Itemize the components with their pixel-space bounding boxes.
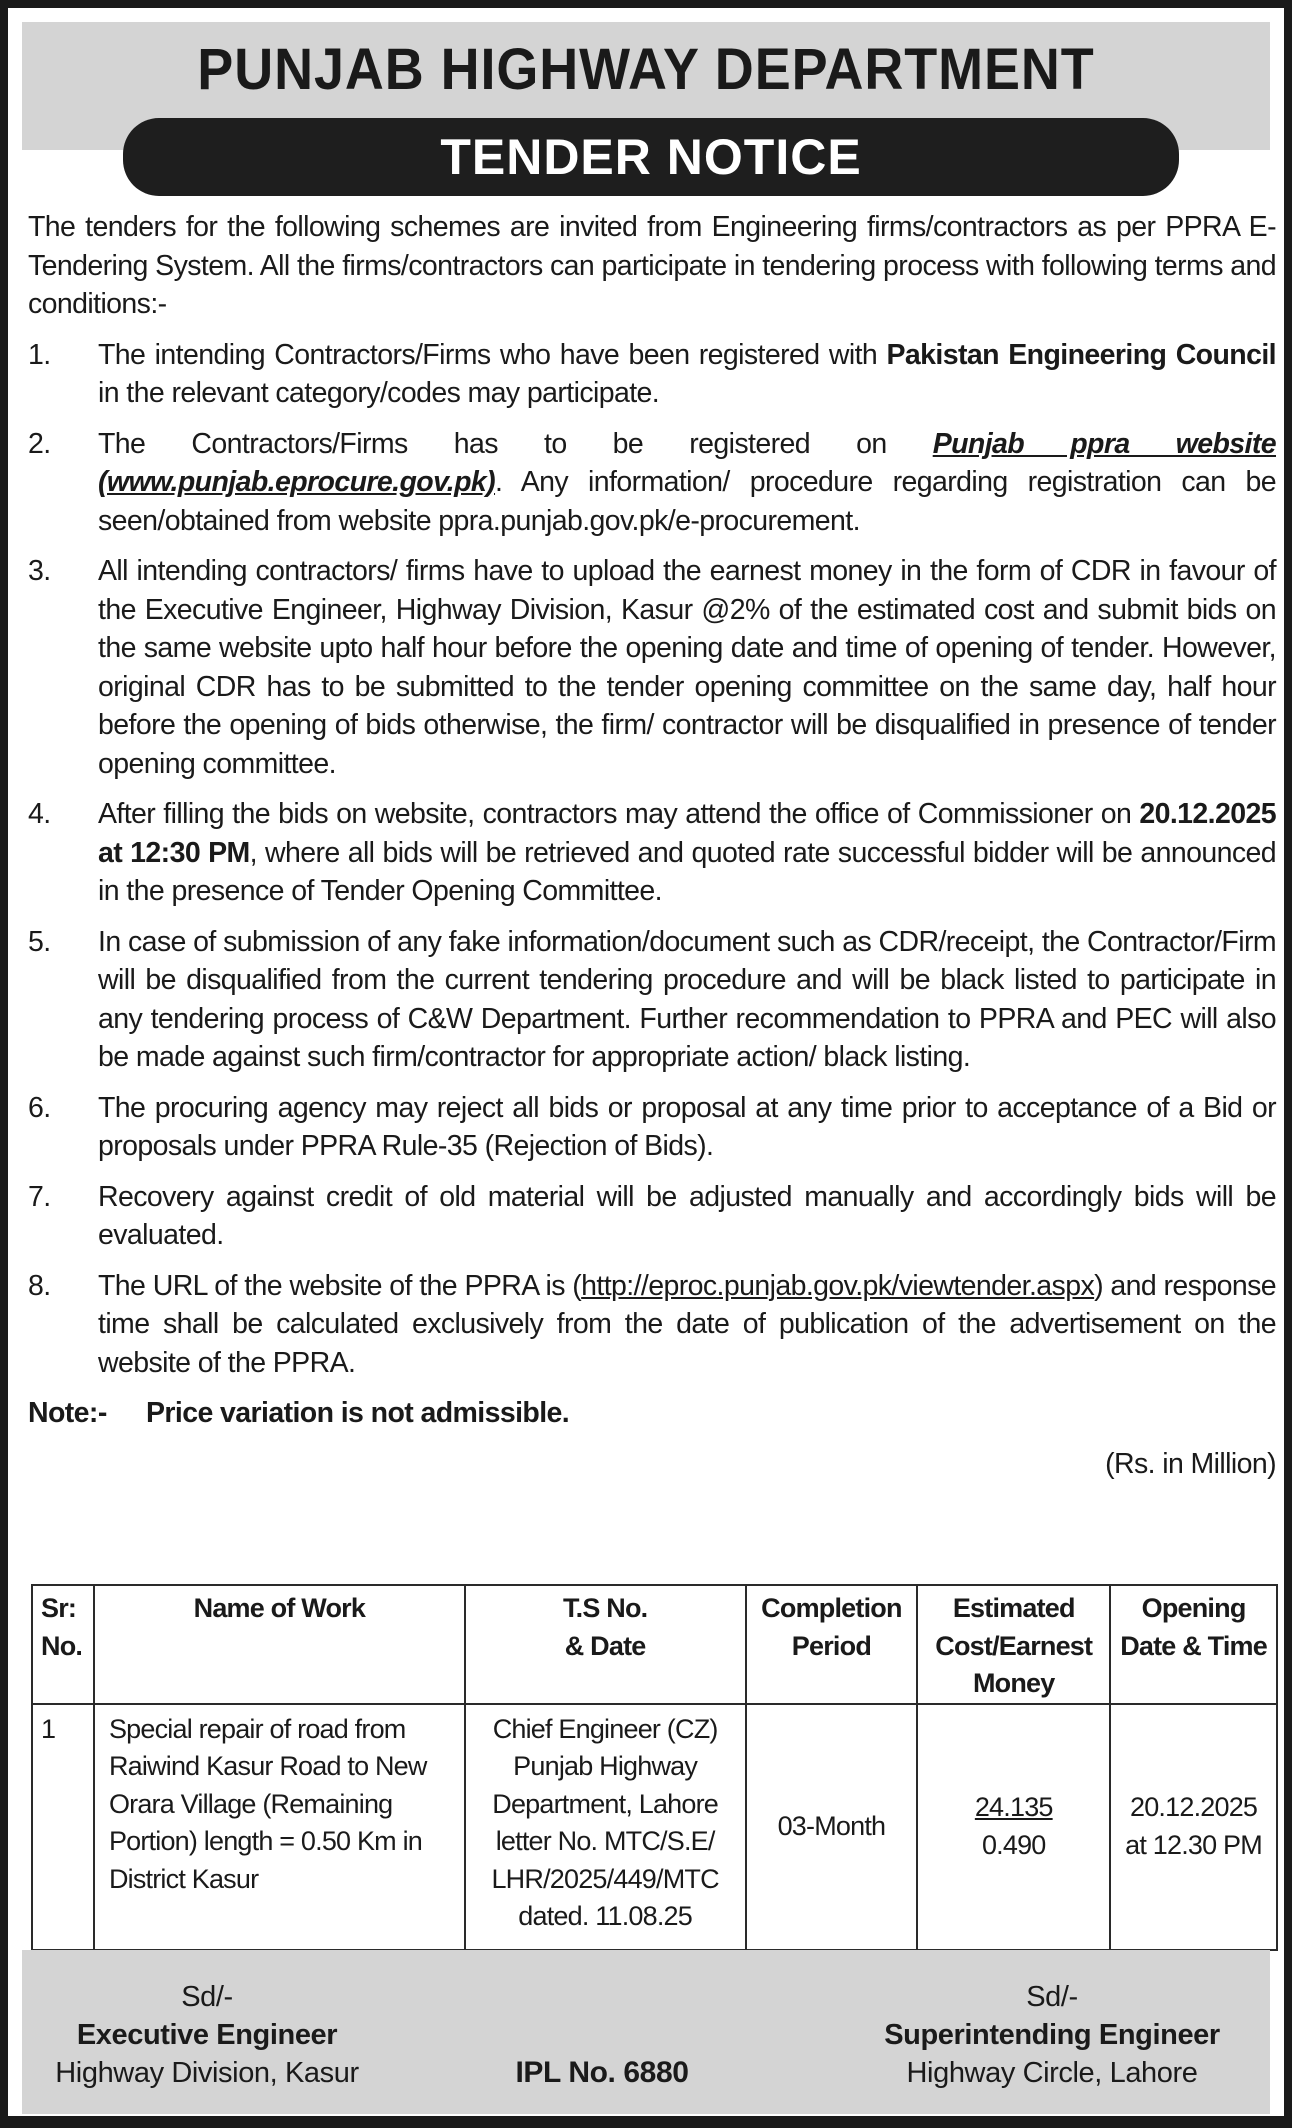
signatory-office: Highway Circle, Lahore xyxy=(906,2057,1198,2089)
estimated-cost-value: 24.135 xyxy=(974,1792,1053,1822)
signatory-office: Highway Division, Kasur xyxy=(55,2057,359,2089)
tender-notice-page xyxy=(8,8,1284,2116)
signature-executive-engineer xyxy=(52,1978,362,2092)
term-number: 2. xyxy=(28,427,51,460)
term-number: 5. xyxy=(28,925,51,958)
header-name-of-work: Name of Work xyxy=(94,1585,465,1704)
tender-notice-banner xyxy=(123,118,1179,196)
term-text: The Contractors/Firms has to be registered on Punjab ppra website (www.punjab.eprocure.gov.pk). Any information/ procedure regarding registration can be seen/obtained from website ppra.punjab.gov.pk/e-procurement. xyxy=(98,427,1276,537)
term-item xyxy=(28,795,1276,911)
header-opening-date-time: Opening Date & Time xyxy=(1110,1585,1277,1704)
table-row xyxy=(32,1704,1277,1950)
pec-highlight: Pakistan Engineering Council xyxy=(886,338,1276,371)
cell-completion-period: 03-Month xyxy=(746,1704,918,1950)
term-number: 4. xyxy=(28,798,51,830)
department-title: PUNJAB HIGHWAY DEPARTMENT xyxy=(197,37,1095,102)
cell-opening-date-time: 20.12.2025 at 12.30 PM xyxy=(1110,1704,1277,1950)
signatory-title: Executive Engineer xyxy=(76,2019,338,2051)
term-number: 6. xyxy=(28,1091,51,1124)
term-item xyxy=(28,425,1276,541)
currency-units: (Rs. in Million) xyxy=(1105,1447,1276,1480)
term-number: 1. xyxy=(28,338,51,371)
signature-footer xyxy=(22,1950,1270,2114)
note-line xyxy=(28,1394,1276,1433)
term-text: The intending Contractors/Firms who have been registered with Pakistan Engineering Council in the relevant category/codes may participate. xyxy=(98,338,1276,409)
term-item xyxy=(28,336,1276,413)
signatory-title: Superintending Engineer xyxy=(884,2019,1220,2051)
earnest-money-value: 0.490 xyxy=(981,1829,1046,1860)
term-text: The URL of the website of the PPRA is (http://eproc.punjab.gov.pk/viewtender.aspx) and response time shall be calculated exclusively from the date of publication of the advertisement on the website of the PPRA. xyxy=(98,1269,1276,1379)
term-text: After filling the bids on website, contractors may attend the office of Commissioner on 20.12.2025 at 12:30 PM, where all bids will be retrieved and quoted rate successful bidder will be announced in the presence of Tender Opening Committee. xyxy=(98,798,1276,907)
ppra-url-link[interactable]: http://eproc.punjab.gov.pk/viewtender.aspx xyxy=(581,1269,1095,1302)
header-sr-no: Sr: No. xyxy=(32,1585,94,1704)
cell-sr-no: 1 xyxy=(32,1704,94,1950)
tender-table xyxy=(31,1584,1278,1951)
ipl-number: IPL No. 6880 xyxy=(515,2056,689,2089)
term-item xyxy=(28,1089,1276,1166)
term-item xyxy=(28,1178,1276,1255)
cell-name-of-work: Special repair of road from Raiwind Kasur Road to New Orara Village (Remaining Portion) length = 0.50 Km in District Kasur xyxy=(94,1704,465,1950)
table-header-row xyxy=(32,1585,1277,1704)
term-text: In case of submission of any fake information/document such as CDR/receipt, the Contractor/Firm will be disqualified from the current tendering procedure and will be black listed to participate in any tendering process of C&W Department. Further recommendation to PPRA and PEC will also be made against such firm/contractor for appropriate action/ black listing. xyxy=(98,925,1276,1073)
tender-notice-heading: TENDER NOTICE xyxy=(440,129,862,185)
note-label: Note:- xyxy=(28,1397,107,1429)
signature-mark: Sd/- xyxy=(1026,1981,1078,2013)
term-number: 7. xyxy=(28,1180,51,1213)
term-number: 8. xyxy=(28,1269,51,1302)
term-item xyxy=(28,552,1276,783)
note-text: Price variation is not admissible. xyxy=(146,1397,570,1429)
notice-body xyxy=(28,208,1276,1483)
header-estimated-cost: Estimated Cost/Earnest Money xyxy=(917,1585,1110,1704)
term-text: Recovery against credit of old material will be adjusted manually and accordingly bids will be evaluated. xyxy=(98,1180,1276,1251)
cell-ts-no-date: Chief Engineer (CZ) Punjab Highway Department, Lahore letter No. MTC/S.E/ LHR/2025/449/MTC dated. 11.08.25 xyxy=(465,1704,746,1950)
term-text: All intending contractors/ firms have to upload the earnest money in the form of CDR in favour of the Executive Engineer, Highway Division, Kasur @2% of the estimated cost and submit bids on the same website upto half hour before the opening date and time of opening of tender. However, original CDR has to be submitted to the tender opening committee on the same day, half hour before the opening of bids otherwise, the firm/ contractor will be disqualified in presence of tender opening committee. xyxy=(98,555,1276,780)
cell-estimated-cost xyxy=(917,1704,1110,1950)
eprocure-link[interactable]: Punjab ppra website (www.punjab.eprocure.gov.pk) xyxy=(98,427,1276,498)
header-completion-period: Completion Period xyxy=(746,1585,918,1704)
term-number: 3. xyxy=(28,555,51,587)
term-item xyxy=(28,923,1276,1077)
signature-superintending-engineer xyxy=(852,1978,1252,2092)
opening-datetime-highlight: 20.12.2025 at 12:30 PM xyxy=(98,798,1276,869)
signature-mark: Sd/- xyxy=(181,1981,233,2013)
intro-paragraph: The tenders for the following schemes are invited from Engineering firms/contractors as per PPRA E- Tendering System. All the firms/contractors can participate in tendering process with following terms and conditions:- xyxy=(28,211,1276,320)
header-ts-no-date: T.S No. & Date xyxy=(465,1585,746,1704)
term-item xyxy=(28,1267,1276,1383)
term-text: The procuring agency may reject all bids or proposal at any time prior to acceptance of a Bid or proposals under PPRA Rule-35 (Rejection of Bids). xyxy=(98,1091,1276,1162)
